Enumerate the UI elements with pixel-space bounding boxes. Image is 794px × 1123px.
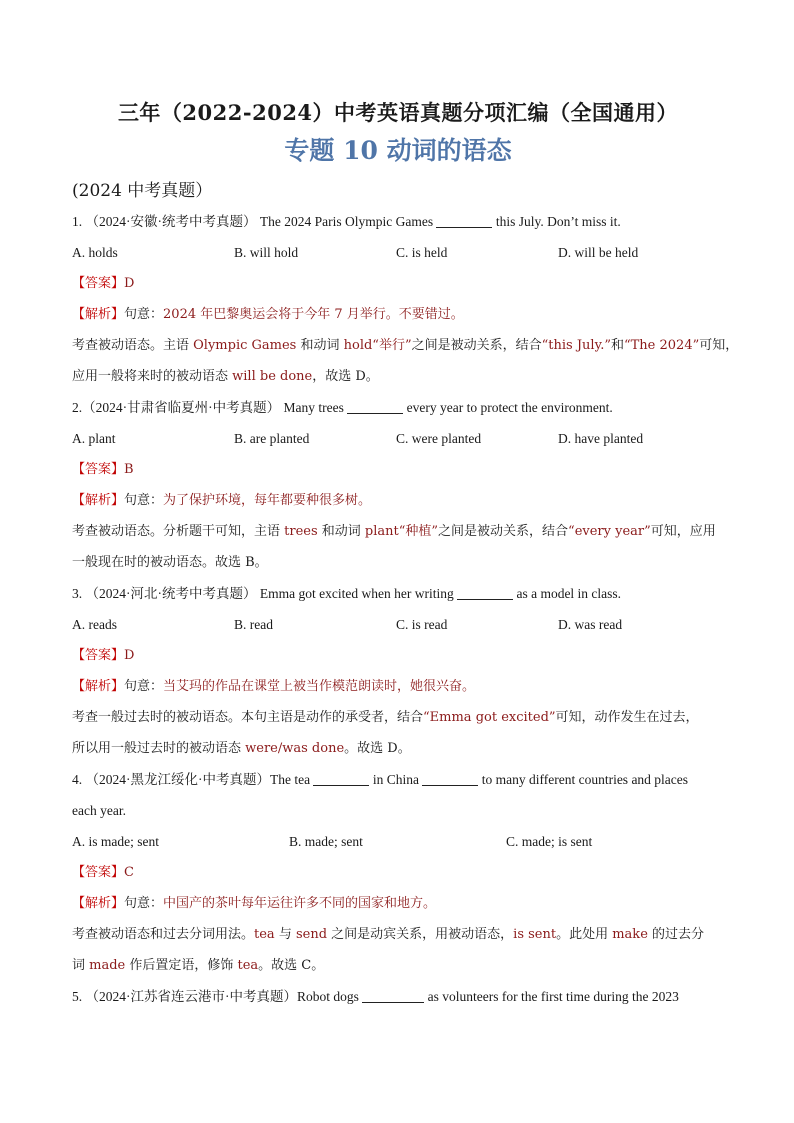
question-text: Many trees [283,400,344,415]
question-source: （2024·河北·统考中考真题） [85,586,257,601]
meaning-text: 为了保护环境，每年都要种很多树。 [163,493,372,508]
question-3-answer [72,640,724,671]
meaning-label: 句意： [124,493,164,508]
question-1-meaning [72,299,724,330]
analysis-label: 【解析】 [72,896,125,911]
explain-text: 之间是被动关系，结合 [438,524,569,539]
option-a: A. plant [72,431,116,446]
explain-text: 可知， [699,338,739,353]
question-4-options [72,826,724,857]
option-c: C. is read [396,617,448,632]
question-1-stem [72,206,724,237]
explain-text: 考查一般过去时的被动语态。本句主语是动作的承受者，结合 [72,710,424,725]
option-b: B. made; sent [289,834,363,849]
option-c: C. made; is sent [506,834,593,849]
explain-highlight: trees [284,524,318,539]
document-page [72,96,739,1012]
explain-text: 应用一般将来时的被动语态 [72,369,233,384]
answer-blank [347,399,403,414]
question-source: （2024·甘肃省临夏州·中考真题） [82,400,281,415]
explain-text: 。故选 D。 [344,741,411,756]
explain-highlight: “every year” [568,524,651,539]
answer-value: D [124,648,135,663]
question-2-stem [72,392,724,423]
explain-text: 一般现在时的被动语态。故选 B。 [72,555,268,570]
explain-highlight: is sent [513,927,557,942]
explain-highlight: tea [237,958,259,973]
question-text: each year. [72,803,126,818]
explain-text: 考查被动语态。分析题干可知，主语 [72,524,285,539]
question-4-meaning [72,888,724,919]
explain-text: 和动词 [317,524,365,539]
explain-highlight: plant“种植” [364,524,439,539]
explain-highlight: made [89,958,126,973]
question-number: 4. [72,772,83,787]
meaning-text: 2024 年巴黎奥运会将于今年 7 月举行。不要错过。 [163,307,464,322]
option-d: D. will be held [558,245,639,260]
answer-label: 【答案】 [72,276,125,291]
explain-text: 的过去分 [647,927,705,942]
question-number: 5. [72,989,83,1004]
question-3-stem [72,578,724,609]
explain-text: 和 [610,338,624,353]
question-4-explain-1 [72,919,724,950]
question-text: Robot dogs [297,989,359,1004]
explain-text: 之间是被动关系，结合 [411,338,542,353]
option-c: C. were planted [396,431,482,446]
question-4-stem [72,764,724,795]
explain-highlight: Olympic Games [193,338,297,353]
question-2-meaning [72,485,724,516]
explain-text: 之间是动宾关系，用被动语态， [327,927,514,942]
meaning-text: 中国产的茶叶每年运往许多不同的国家和地方。 [163,896,437,911]
explain-text: 。故选 C。 [258,958,325,973]
meaning-label: 句意： [124,679,164,694]
question-text: The 2024 Paris Olympic Games [259,214,434,229]
answer-label: 【答案】 [72,648,125,663]
analysis-label: 【解析】 [72,493,125,508]
question-1-options [72,237,724,268]
explain-highlight: hold“举行” [343,338,412,353]
question-2-explain-1 [72,516,724,547]
question-text: to many different countries and places [481,772,689,787]
explain-text: 考查被动语态和过去分词用法。 [72,927,255,942]
section-heading: (2024 中考真题） [72,181,213,201]
answer-value: C [124,865,134,880]
topic-title: 专题 10 动词的语态 [284,136,512,165]
explain-text: 。此处用 [556,927,613,942]
question-number: 1. [72,214,83,229]
question-4-stem-cont [72,795,724,826]
explain-text: 和动词 [296,338,344,353]
question-5-stem [72,981,724,1012]
option-d: D. have planted [558,431,644,446]
explain-highlight: were/was done [245,741,345,756]
explain-text: 考查被动语态。主语 [72,338,194,353]
explain-text: 可知，动作发生在过去， [555,710,699,725]
question-text: in China [372,772,419,787]
answer-blank [457,585,513,600]
option-b: B. are planted [234,431,310,446]
question-4-answer [72,857,724,888]
question-text: as a model in class. [516,586,622,601]
explain-text: 作后置定语，修饰 [125,958,238,973]
question-2-options [72,423,724,454]
question-3-meaning [72,671,724,702]
answer-blank [436,213,492,228]
answer-label: 【答案】 [72,462,125,477]
explain-highlight: “this July.” [541,338,611,353]
question-number: 2. [72,400,83,415]
explain-highlight: tea [254,927,275,942]
explain-highlight: make [612,927,648,942]
document-title: 三年（2022-2024）中考英语真题分项汇编（全国通用） [117,100,679,125]
explain-highlight: “Emma got excited” [423,710,556,725]
answer-blank [362,988,424,1003]
question-text: as volunteers for the first time during the 2023 [427,989,679,1004]
meaning-label: 句意： [124,307,164,322]
meaning-text: 当艾玛的作品在课堂上被当作模范朗读时，她很兴奋。 [163,679,476,694]
option-d: D. was read [558,617,623,632]
question-source: （2024·安徽·统考中考真题） [85,214,257,229]
analysis-label: 【解析】 [72,679,125,694]
option-a: A. reads [72,617,117,632]
answer-blank [422,771,478,786]
question-text: Emma got excited when her writing [259,586,454,601]
option-b: B. will hold [234,245,299,260]
question-1-answer [72,268,724,299]
answer-value: D [124,276,135,291]
explain-text: 与 [274,927,296,942]
option-a: A. is made; sent [72,834,159,849]
question-2-answer [72,454,724,485]
explain-text: ，故选 D。 [312,369,379,384]
question-text: this July. Don’t miss it. [495,214,621,229]
question-number: 3. [72,586,83,601]
analysis-label: 【解析】 [72,307,125,322]
question-2-explain-2 [72,547,724,578]
option-a: A. holds [72,245,118,260]
explain-highlight: “The 2024” [623,338,700,353]
question-source: （2024·江苏省连云港市·中考真题） [85,989,297,1004]
explain-highlight: send [295,927,328,942]
question-3-explain-1 [72,702,724,733]
option-b: B. read [234,617,273,632]
question-1-explain-1 [72,330,739,361]
answer-value: B [124,462,134,477]
explain-highlight: will be done [232,369,313,384]
explain-text: 词 [72,958,90,973]
question-3-explain-2 [72,733,724,764]
question-text: The tea [270,772,311,787]
question-4-explain-2 [72,950,724,981]
option-c: C. is held [396,245,448,260]
question-1-explain-2 [72,361,724,392]
explain-text: 可知，应用 [650,524,716,539]
question-text: every year to protect the environment. [406,400,613,415]
answer-blank [313,771,369,786]
meaning-label: 句意： [124,896,164,911]
question-3-options [72,609,724,640]
question-source: （2024·黑龙江绥化·中考真题） [85,772,270,787]
answer-label: 【答案】 [72,865,125,880]
explain-text: 所以用一般过去时的被动语态 [72,741,246,756]
